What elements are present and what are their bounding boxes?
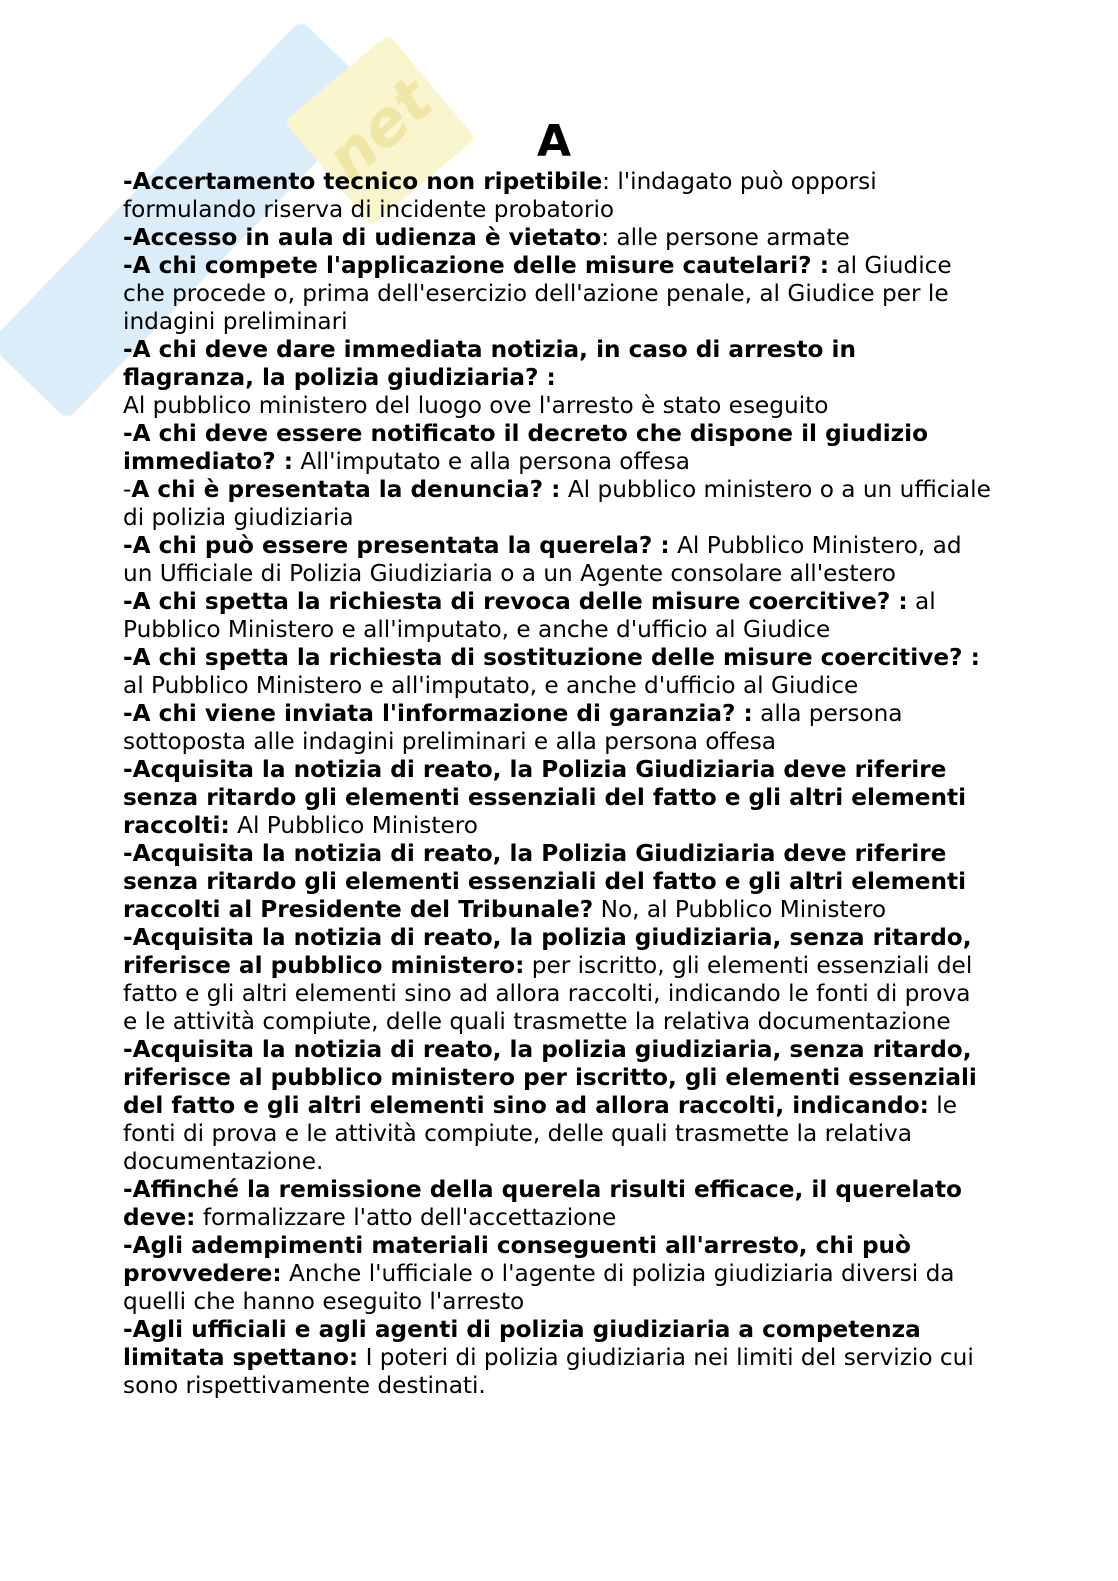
entry-question: -Accesso in aula di udienza è vietato bbox=[123, 224, 602, 251]
entry-question: -A chi deve essere notificato il decreto che dispone il giudizio immediato? : bbox=[123, 420, 929, 475]
entry-answer: Al pubblico ministero o a un ufficiale di polizia giudiziaria bbox=[123, 476, 991, 531]
glossary-entry bbox=[123, 1176, 1073, 1232]
entry-answer: Al pubblico ministero del luogo ove l'arresto è stato eseguito bbox=[123, 392, 829, 419]
entry-question: -Acquisita la notizia di reato, la Polizia Giudiziaria deve riferire senza ritardo gli elementi essenziali del fatto e gli altri elementi raccolti al Presidente del Tribunale? bbox=[123, 840, 967, 923]
entry-answer: alla persona sottoposta alle indagini preliminari e alla persona offesa bbox=[123, 700, 903, 755]
entry-answer: per iscritto, gli elementi essenziali del fatto e gli altri elementi sino ad allora raccolti, indicando le fonti di prova e le attività compiute, delle quali trasmette la relativa documentazione bbox=[123, 952, 973, 1035]
entry-dash: - bbox=[123, 476, 132, 503]
entry-answer: al Giudice che procede o, prima dell'esercizio dell'azione penale, al Giudice per le indagini preliminari bbox=[123, 252, 952, 335]
entry-answer: al Pubblico Ministero e all'imputato, e anche d'ufficio al Giudice bbox=[123, 588, 936, 643]
glossary-entry bbox=[123, 532, 1073, 588]
section-letter-heading: A bbox=[536, 116, 572, 167]
entry-question: -Acquisita la notizia di reato, la Polizia Giudiziaria deve riferire senza ritardo gli elementi essenziali del fatto e gli altri elementi raccolti: bbox=[123, 756, 967, 839]
glossary-entry bbox=[123, 1232, 1073, 1316]
entry-answer: al Pubblico Ministero e all'imputato, e anche d'ufficio al Giudice bbox=[123, 672, 859, 699]
entry-answer: Al Pubblico Ministero, ad un Ufficiale di Polizia Giudiziaria o a un Agente consolare all'estero bbox=[123, 532, 962, 587]
entry-answer: formalizzare l'atto dell'accettazione bbox=[195, 1204, 617, 1231]
glossary-entry bbox=[123, 756, 1073, 840]
entry-question: -Affinché la remissione della querela risulti efficace, il querelato deve: bbox=[123, 1176, 962, 1231]
entry-question: -Agli adempimenti materiali conseguenti all'arresto, chi può provvedere: bbox=[123, 1232, 911, 1287]
entry-question: A chi è presentata la denuncia? : bbox=[131, 476, 561, 503]
entry-question: -A chi spetta la richiesta di sostituzione delle misure coercitive? : bbox=[123, 644, 980, 671]
glossary-entry bbox=[123, 1316, 1073, 1400]
glossary-entry bbox=[123, 224, 1073, 252]
entry-answer: Anche l'ufficiale o l'agente di polizia giudiziaria diversi da quelli che hanno eseguito l'arresto bbox=[123, 1260, 955, 1315]
entry-answer: Al Pubblico Ministero bbox=[229, 812, 478, 839]
entry-question: -A chi deve dare immediata notizia, in caso di arresto in flagranza, la polizia giudiziaria? : bbox=[123, 336, 856, 391]
entry-answer: I poteri di polizia giudiziaria nei limiti del servizio cui sono rispettivamente destinati. bbox=[123, 1344, 974, 1399]
entry-question: -A chi compete l'applicazione delle misure cautelari? : bbox=[123, 252, 829, 279]
glossary-entry bbox=[123, 1036, 1073, 1176]
glossary-entry bbox=[123, 644, 1073, 700]
glossary-entry bbox=[123, 420, 1073, 476]
glossary-list bbox=[123, 168, 1073, 1400]
entry-answer: : alle persone armate bbox=[601, 224, 850, 251]
entry-question: -Acquisita la notizia di reato, la polizia giudiziaria, senza ritardo, riferisce al pubblico ministero per iscritto, gli elementi essenziali del fatto e gli altri elementi sino ad allora raccolti, indicando: bbox=[123, 1036, 977, 1119]
glossary-entry bbox=[123, 476, 1073, 532]
entry-question: -A chi viene inviata l'informazione di garanzia? : bbox=[123, 700, 753, 727]
glossary-entry bbox=[123, 336, 1073, 420]
watermark-logo-text: net bbox=[311, 63, 447, 195]
entry-question: -A chi può essere presentata la querela? : bbox=[123, 532, 670, 559]
glossary-entry bbox=[123, 840, 1073, 924]
glossary-entry bbox=[123, 252, 1073, 336]
glossary-entry bbox=[123, 700, 1073, 756]
entry-question: -Agli ufficiali e agli agenti di polizia giudiziaria a competenza limitata spettano: bbox=[123, 1316, 921, 1371]
entry-answer: All'imputato e alla persona offesa bbox=[293, 448, 690, 475]
entry-answer: : l'indagato può opporsi formulando riserva di incidente probatorio bbox=[123, 168, 877, 223]
entry-question: -Accertamento tecnico non ripetibile bbox=[123, 168, 603, 195]
glossary-entry bbox=[123, 588, 1073, 644]
entry-answer: le fonti di prova e le attività compiute, delle quali trasmette la relativa documentazione. bbox=[123, 1092, 958, 1175]
entry-question: -Acquisita la notizia di reato, la polizia giudiziaria, senza ritardo, riferisce al pubblico ministero: bbox=[123, 924, 972, 979]
entry-question: -A chi spetta la richiesta di revoca delle misure coercitive? : bbox=[123, 588, 908, 615]
glossary-entry bbox=[123, 924, 1073, 1036]
glossary-entry bbox=[123, 168, 1073, 224]
entry-answer: No, al Pubblico Ministero bbox=[593, 896, 887, 923]
